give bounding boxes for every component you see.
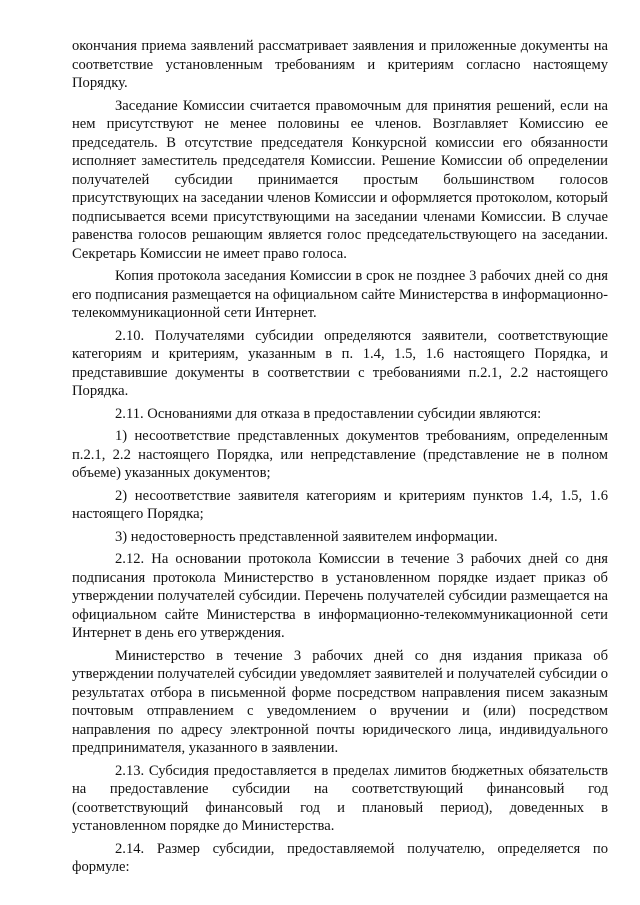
paragraph-continuation: окончания приема заявлений рассматривает заявления и приложенные документы на соответствие установленным требованиям и критериям согласно настоящему Порядку. — [72, 38, 608, 91]
paragraph-2-11-item-2: 2) несоответствие заявителя категориям и критериям пунктов 1.4, 1.5, 1.6 настоящего Порядка; — [72, 487, 608, 522]
paragraph-notification: Министерство в течение 3 рабочих дней со дня издания приказа об утверждении получателей субсидии уведомляет заявителей и получателей субсидии о результатах отбора в письменной форме посредством направления писем заказным почтовым отправлением с уведомлением о вручении и (или) посредством направления по адресу электронной почты юридического лица, индивидуального предпринимателя, указанного в заявлении. — [72, 647, 608, 756]
paragraph-2-11: 2.11. Основаниями для отказа в предоставлении субсидии являются: — [115, 405, 542, 422]
paragraph-protocol-copy: Копия протокола заседания Комиссии в срок не позднее 3 рабочих дней со дня его подписания размещается на официальном сайте Министерства в информационно-телекоммуникационной сети Интернет. — [72, 268, 608, 321]
document-body — [72, 37, 608, 881]
paragraph-2-12: 2.12. На основании протокола Комиссии в течение 3 рабочих дней со дня подписания протокола Министерство в установленном порядке издает приказ об утверждении получателей субсидии. Перечень получателей субсидии размещается на официальном сайте Министерства в информационно-телекоммуникационной сети Интернет в день его утверждения. — [72, 551, 608, 641]
paragraph-2-10: 2.10. Получателями субсидии определяются заявители, соответствующие категориям и критериям, указанным в п. 1.4, 1.5, 1.6 настоящего Порядка, и представившие документы в соответствии с требованиями п.2.1, 2.2 настоящего Порядка. — [72, 327, 608, 399]
paragraph-2-14: 2.14. Размер субсидии, предоставляемой получателю, определяется по формуле: — [72, 840, 608, 875]
paragraph-commission-quorum: Заседание Комиссии считается правомочным для принятия решений, если на нем присутствуют не менее половины ее членов. Возглавляет Комиссию ее председатель. В отсутствие председателя Конкурсной комиссии его обязанности исполняет заместитель председателя Комиссии. Решение Комиссии об определении получателей субсидии принимается простым большинством голосов присутствующих на заседании членов Комиссии и оформляется протоколом, который подписывается всеми присутствующими на заседании членами Комиссии. В случае равенства голосов решающим является голос председательствующего на заседании. Секретарь Комиссии не имеет право голоса. — [72, 97, 608, 262]
paragraph-2-13: 2.13. Субсидия предоставляется в пределах лимитов бюджетных обязательств на предоставление субсидии на соответствующий финансовый год (соответствующий финансовый год и плановый период), доведенных в установленном порядке до Министерства. — [72, 762, 608, 834]
paragraph-2-11-item-3: 3) недостоверность представленной заявителем информации. — [115, 528, 498, 545]
paragraph-2-11-item-1: 1) несоответствие представленных документов требованиям, определенным п.2.1, 2.2 настоящего Порядка, или непредставление (представление не в полном объеме) указанных документов; — [72, 428, 608, 481]
